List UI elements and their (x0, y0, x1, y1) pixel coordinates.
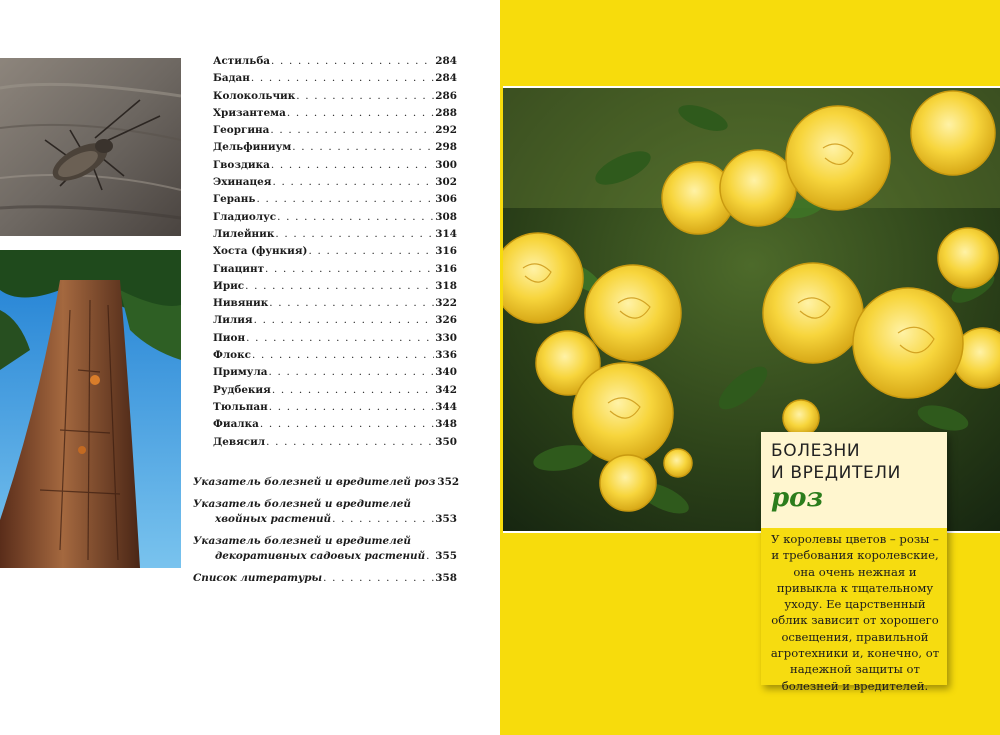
toc-entry[interactable] (213, 349, 457, 366)
toc-entry-name: Тюльпан (213, 400, 268, 413)
toc-entry-page: 318 (435, 279, 457, 292)
toc-entry-name: Хоста (функия) (213, 245, 308, 258)
leader-dots (252, 349, 434, 361)
index-page: 355 (435, 550, 457, 562)
toc-entry[interactable] (213, 366, 457, 383)
index-entry-roses[interactable] (193, 476, 460, 493)
leader-dots (287, 107, 434, 119)
toc-entry[interactable] (213, 107, 457, 124)
index-label: Указатель болезней и вредителей (193, 498, 411, 510)
toc-entry-page: 342 (435, 383, 457, 396)
toc-entry-name: Флокс (213, 349, 251, 362)
index-entry-garden[interactable] (193, 535, 457, 567)
toc-entry[interactable] (213, 384, 457, 401)
toc-entry[interactable] (213, 72, 457, 89)
leader-dots (245, 280, 434, 292)
leader-dots (271, 159, 434, 171)
index-page: 353 (435, 513, 457, 525)
chapter-card (761, 432, 947, 693)
toc-entry-page: 340 (435, 366, 457, 379)
toc-entry-page: 298 (435, 141, 457, 154)
toc-entry-page: 350 (435, 435, 457, 448)
toc-entry-name: Георгина (213, 124, 270, 137)
index-page: 358 (435, 572, 457, 584)
leader-dots (271, 55, 434, 67)
leader-dots (272, 384, 434, 396)
chapter-title-line1: БОЛЕЗНИ (771, 441, 861, 461)
toc-entry-name: Рудбекия (213, 383, 271, 396)
pine-trunk-photo (0, 250, 181, 568)
toc-entry-name: Ирис (213, 279, 245, 292)
toc-entry[interactable] (213, 314, 457, 331)
leader-dots (275, 228, 434, 240)
toc-entry-page: 316 (435, 245, 457, 258)
toc-entry-page: 288 (435, 106, 457, 119)
toc-entry-name: Колокольчик (213, 89, 296, 102)
toc-entry[interactable] (213, 418, 457, 435)
chapter-title-line2: И ВРЕДИТЕЛИ (771, 463, 901, 483)
toc-entry-page: 322 (435, 297, 457, 310)
index-entry-conifers[interactable] (193, 498, 457, 530)
table-of-contents (213, 55, 457, 453)
toc-entry[interactable] (213, 159, 457, 176)
index-label: Список литературы (193, 572, 323, 584)
toc-entry-name: Гиацинт (213, 262, 265, 275)
toc-entry-name: Астильба (213, 55, 270, 67)
leader-dots (265, 263, 434, 275)
toc-entry[interactable] (213, 228, 457, 245)
toc-entry-page: 316 (435, 262, 457, 275)
leader-dots (308, 245, 434, 257)
toc-entry[interactable] (213, 280, 457, 297)
toc-entry-page: 284 (435, 72, 457, 85)
leader-dots (426, 550, 434, 562)
toc-entry-page: 302 (435, 176, 457, 189)
toc-entry-page: 348 (435, 418, 457, 431)
toc-entry-page: 330 (435, 331, 457, 344)
toc-entry-name: Пион (213, 331, 246, 344)
toc-entry-name: Девясил (213, 435, 266, 448)
toc-entry[interactable] (213, 245, 457, 262)
index-page: 352 (437, 476, 460, 488)
toc-entry-page: 326 (435, 314, 457, 327)
leader-dots (254, 314, 435, 326)
toc-entry-page: 344 (435, 400, 457, 413)
chapter-title-box (761, 432, 947, 528)
chapter-intro-text: У королевы цветов – розы – и требования королевские, она очень нежная и привыкла к тщательному уходу. Ее царственный облик зависит от хорошего освещения, правильной агротехники и, конечно, от надежной защиты от болезней и вредителей. (770, 532, 940, 693)
toc-entry[interactable] (213, 263, 457, 280)
toc-entry[interactable] (213, 332, 457, 349)
toc-entry-page: 284 (435, 55, 457, 67)
toc-entry[interactable] (213, 297, 457, 314)
leader-dots (332, 513, 434, 525)
toc-entry-page: 308 (435, 210, 457, 223)
toc-entry[interactable] (213, 193, 457, 210)
toc-entry-page: 314 (435, 227, 457, 240)
toc-entry-name: Лилия (213, 314, 253, 327)
toc-entry-name: Гладиолус (213, 210, 277, 223)
beetle-on-bark-photo (0, 58, 181, 236)
toc-entry[interactable] (213, 176, 457, 193)
toc-entry[interactable] (213, 90, 457, 107)
toc-entry-name: Примула (213, 366, 268, 379)
toc-entry[interactable] (213, 141, 457, 158)
leader-dots (272, 176, 434, 188)
leader-dots (270, 124, 434, 136)
toc-entry[interactable] (213, 55, 457, 72)
index-label-continued: декоративных садовых растений (215, 550, 426, 562)
toc-entry-name: Фиалка (213, 418, 259, 431)
leader-dots (269, 297, 434, 309)
chapter-title (771, 440, 901, 512)
leader-dots (292, 141, 434, 153)
toc-entry-name: Лилейник (213, 227, 275, 240)
index-entry-literature[interactable] (193, 572, 457, 589)
leader-dots (266, 436, 434, 448)
toc-entry-name: Бадан (213, 72, 250, 85)
toc-entry-page: 300 (435, 158, 457, 171)
toc-entry-page: 292 (435, 124, 457, 137)
toc-entry-name: Нивяник (213, 297, 269, 310)
index-list (193, 476, 460, 594)
leader-dots (256, 193, 434, 205)
toc-entry-name: Дельфиниум (213, 141, 292, 154)
leader-dots (269, 401, 435, 413)
leader-dots (260, 418, 434, 430)
toc-entry-page: 336 (435, 349, 457, 362)
index-label: Указатель болезней и вредителей роз (193, 476, 436, 488)
leader-dots (246, 332, 434, 344)
toc-entry[interactable] (213, 401, 457, 418)
toc-entry[interactable] (213, 211, 457, 228)
toc-entry-name: Хризантема (213, 106, 286, 119)
leader-dots (323, 572, 434, 584)
toc-entry-name: Герань (213, 193, 256, 206)
toc-entry-page: 286 (435, 89, 457, 102)
index-label-continued: хвойных растений (215, 513, 332, 525)
toc-entry[interactable] (213, 124, 457, 141)
toc-entry-name: Эхинацея (213, 176, 272, 189)
leader-dots (251, 72, 434, 84)
index-label: Указатель болезней и вредителей (193, 535, 411, 547)
leader-dots (269, 366, 435, 378)
toc-entry-name: Гвоздика (213, 158, 270, 171)
toc-entry-page: 306 (435, 193, 457, 206)
leader-dots (277, 211, 434, 223)
toc-entry[interactable] (213, 436, 457, 453)
leader-dots (296, 90, 434, 102)
chapter-title-accent: роз (771, 483, 824, 513)
